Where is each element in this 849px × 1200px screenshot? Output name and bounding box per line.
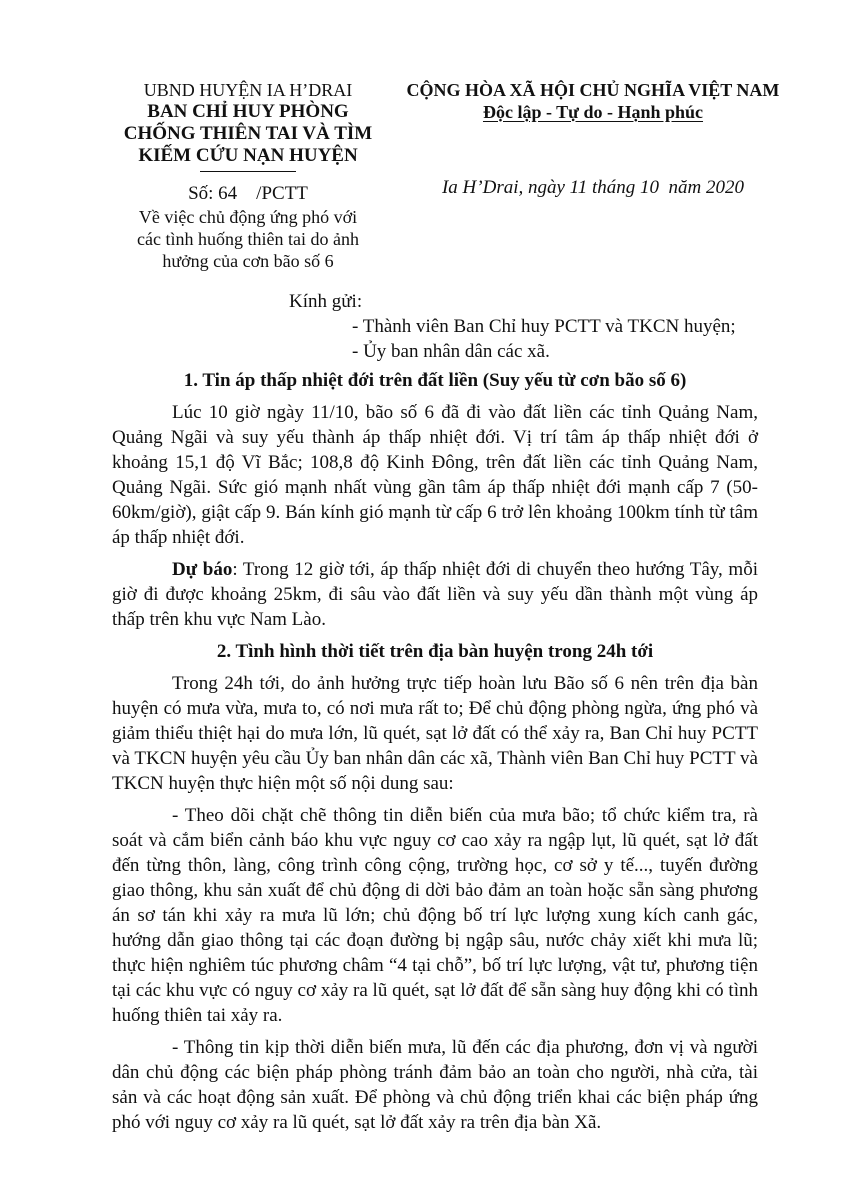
forecast-text: : Trong 12 giờ tới, áp thấp nhiệt đới di chuyển theo hướng Tây, mỗi giờ đi được khoảng 25km, đi sâu vào đất liền và suy yếu dần thành một vùng áp thấp trên khu vực Nam Lào. — [112, 559, 758, 630]
place-date: Ia H’Drai, ngày 11 tháng 10 năm 2020 — [441, 177, 745, 198]
header-divider — [200, 171, 296, 172]
section-1-paragraph: Lúc 10 giờ ngày 11/10, bão số 6 đã đi vào đất liền các tỉnh Quảng Nam, Quảng Ngãi và suy yếu thành áp thấp nhiệt đới. Vị trí tâm áp thấp nhiệt đới ở khoảng 15,1 độ Vĩ Bắc; 108,8 độ Kinh Đông, trên đất liền các tỉnh Quảng Nam, Quảng Ngãi. Sức gió mạnh nhất vùng gần tâm áp thấp nhiệt đới mạnh cấp 7 (50-60km/giờ), giật cấp 9. Bán kính gió mạnh từ cấp 6 trở lên khoảng 100km tính từ tâm áp thấp nhiệt đới. — [112, 402, 758, 548]
forecast-paragraph — [112, 557, 758, 632]
document-number: Số: 64 /PCTT — [188, 183, 308, 204]
recipient-item: - Thành viên Ban Chỉ huy PCTT và TKCN huyện; — [352, 316, 736, 337]
section-2-bullet-1: - Theo dõi chặt chẽ thông tin diễn biến của mưa bão; tổ chức kiểm tra, rà soát và cắm biển cảnh báo khu vực nguy cơ cao xảy ra ngập lụt, lũ quét, sạt lở đất đến từng thôn, làng, công trình công cộng, trường học, cơ sở y tế..., tuyến đường giao thông, khu sản xuất để chủ động di dời bảo đảm an toàn hoặc sẵn sàng phương án sơ tán khi xảy ra mưa lũ lớn; chủ động bố trí lực lượng xung kích canh gác, hướng dẫn giao thông tại các đoạn đường bị ngập sâu, nước chảy xiết khi mưa lũ; thực hiện nghiêm túc phương châm “4 tại chỗ”, bố trí lực lượng, vật tư, phương tiện tại các khu vực có nguy cơ xảy ra lũ quét, sạt lở đất để sẵn sàng huy động khi có tình huống thiên tai xảy ra. — [112, 805, 758, 1026]
issuing-authority-block — [112, 79, 384, 272]
national-motto: Độc lập - Tự do - Hạnh phúc — [482, 102, 704, 122]
subject-line-3: hưởng của cơn bão số 6 — [162, 251, 334, 271]
section-1-title: 1. Tin áp thấp nhiệt đới trên đất liền (Suy yếu từ cơn bão số 6) — [183, 370, 687, 391]
national-header-block — [398, 79, 788, 198]
subject-line-2: các tình huống thiên tai do ảnh — [137, 229, 359, 249]
issuing-committee-line-1: BAN CHỈ HUY PHÒNG — [147, 101, 349, 122]
issuing-committee-line-3: KIẾM CỨU NẠN HUYỆN — [138, 145, 358, 166]
forecast-label: Dự báo — [172, 559, 233, 580]
section-2-paragraph: Trong 24h tới, do ảnh hưởng trực tiếp hoàn lưu Bão số 6 nên trên địa bàn huyện có mưa vừa, mưa to, có nơi mưa rất to; Để chủ động phòng ngừa, ứng phó và giảm thiểu thiệt hại do mưa lớn, lũ quét, sạt lở đất có thể xảy ra, Ban Chỉ huy PCTT và TKCN huyện yêu cầu Ủy ban nhân dân các xã, Thành viên Ban Chỉ huy PCTT và TKCN huyện thực hiện một số nội dung sau: — [112, 673, 758, 794]
national-title: CỘNG HÒA XÃ HỘI CHỦ NGHĨA VIỆT NAM — [406, 80, 780, 100]
recipient-item: - Ủy ban nhân dân các xã. — [352, 341, 550, 362]
recipients-label: Kính gửi: — [289, 291, 363, 312]
section-2-bullet-2: - Thông tin kịp thời diễn biến mưa, lũ đến các địa phương, đơn vị và người dân chủ động các biện pháp phòng tránh đảm bảo an toàn cho người, nhà cửa, tài sản và các hoạt động sản xuất. Để phòng và chủ động triển khai các biện pháp ứng phó với nguy cơ xảy ra lũ quét, sạt lở đất xảy ra trên địa bàn Xã. — [112, 1037, 758, 1133]
section-2-title: 2. Tình hình thời tiết trên địa bàn huyện trong 24h tới — [216, 641, 654, 662]
parent-org: UBND HUYỆN IA H’DRAI — [143, 80, 353, 100]
document-body — [112, 368, 758, 1142]
issuing-committee-line-2: CHỐNG THIÊN TAI VÀ TÌM — [123, 123, 373, 144]
subject-line-1: Về việc chủ động ứng phó với — [138, 207, 358, 227]
